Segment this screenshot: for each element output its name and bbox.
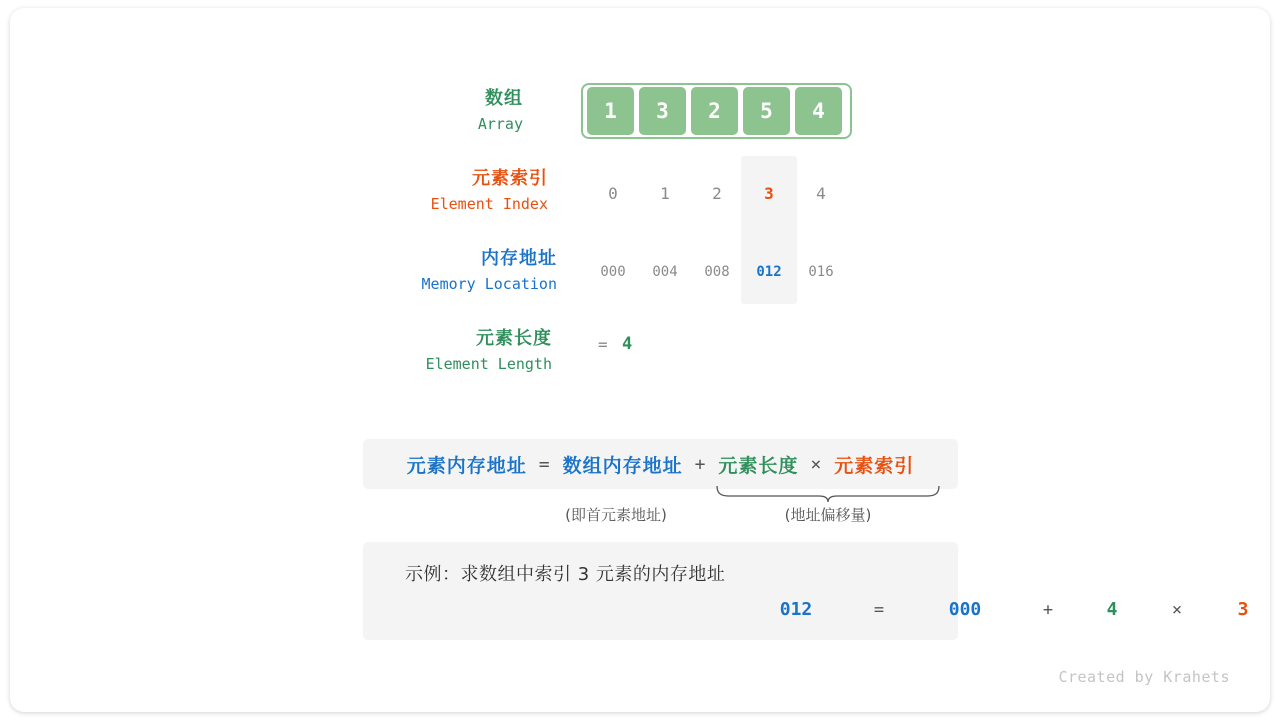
diagram-canvas: [10, 8, 1270, 712]
formula-term-array-address: 数组内存地址: [562, 454, 683, 477]
formula-times: ×: [810, 453, 823, 475]
index-value: 0: [608, 184, 618, 203]
formula-equals: =: [538, 453, 551, 475]
array-cell: 2: [691, 87, 738, 135]
index-value-highlighted: 3: [764, 184, 774, 203]
footer-credit: Created by Krahets: [1058, 668, 1230, 686]
element-length-equals: =: [598, 335, 608, 354]
array-cell: 1: [587, 87, 634, 135]
label-element-index: [323, 168, 548, 213]
memory-value: 016: [808, 264, 834, 280]
memory-value-highlighted: 012: [756, 264, 782, 280]
index-value: 2: [712, 184, 722, 203]
label-memory-location-cn: 内存地址: [481, 248, 557, 269]
label-array-cn: 数组: [485, 88, 523, 109]
label-memory-location-en: Memory Location: [421, 274, 557, 293]
label-array: [323, 88, 523, 133]
element-length-value: 4: [622, 334, 633, 354]
label-element-index-en: Element Index: [430, 194, 548, 213]
label-element-index-cn: 元素索引: [472, 168, 548, 189]
memory-value: 008: [704, 264, 730, 280]
index-value: 4: [816, 184, 826, 203]
example-index: 3: [1237, 599, 1249, 620]
formula-plus: +: [694, 453, 707, 475]
memory-value: 000: [600, 264, 626, 280]
example-times: ×: [1171, 600, 1183, 620]
caption-base-address: (即首元素地址): [565, 506, 667, 524]
brace-icon: [715, 486, 941, 502]
example-base-address: 000: [948, 599, 982, 620]
example-result: 012: [779, 599, 813, 620]
formula-term-element-length: 元素长度: [718, 454, 799, 477]
array-cell: 4: [795, 87, 842, 135]
label-memory-location: [308, 248, 557, 293]
formula-panel: [363, 439, 958, 489]
example-equals: =: [873, 600, 885, 620]
array-cell: 5: [743, 87, 790, 135]
array-cell: 3: [639, 87, 686, 135]
example-panel: [363, 542, 1249, 640]
example-title: 示例：求数组中索引 3 元素的内存地址: [405, 564, 726, 585]
highlight-column: [741, 156, 797, 304]
label-element-length-en: Element Length: [425, 354, 552, 373]
index-value: 1: [660, 184, 670, 203]
label-array-en: Array: [477, 114, 523, 133]
example-element-length: 4: [1106, 599, 1118, 620]
label-element-length-cn: 元素长度: [476, 328, 552, 349]
label-element-length: [313, 328, 552, 373]
caption-offset: (地址偏移量): [784, 506, 872, 524]
formula-term-element-address: 元素内存地址: [406, 454, 527, 477]
memory-value: 004: [652, 264, 678, 280]
example-plus: +: [1042, 600, 1054, 620]
formula-term-element-index: 元素索引: [834, 454, 915, 477]
